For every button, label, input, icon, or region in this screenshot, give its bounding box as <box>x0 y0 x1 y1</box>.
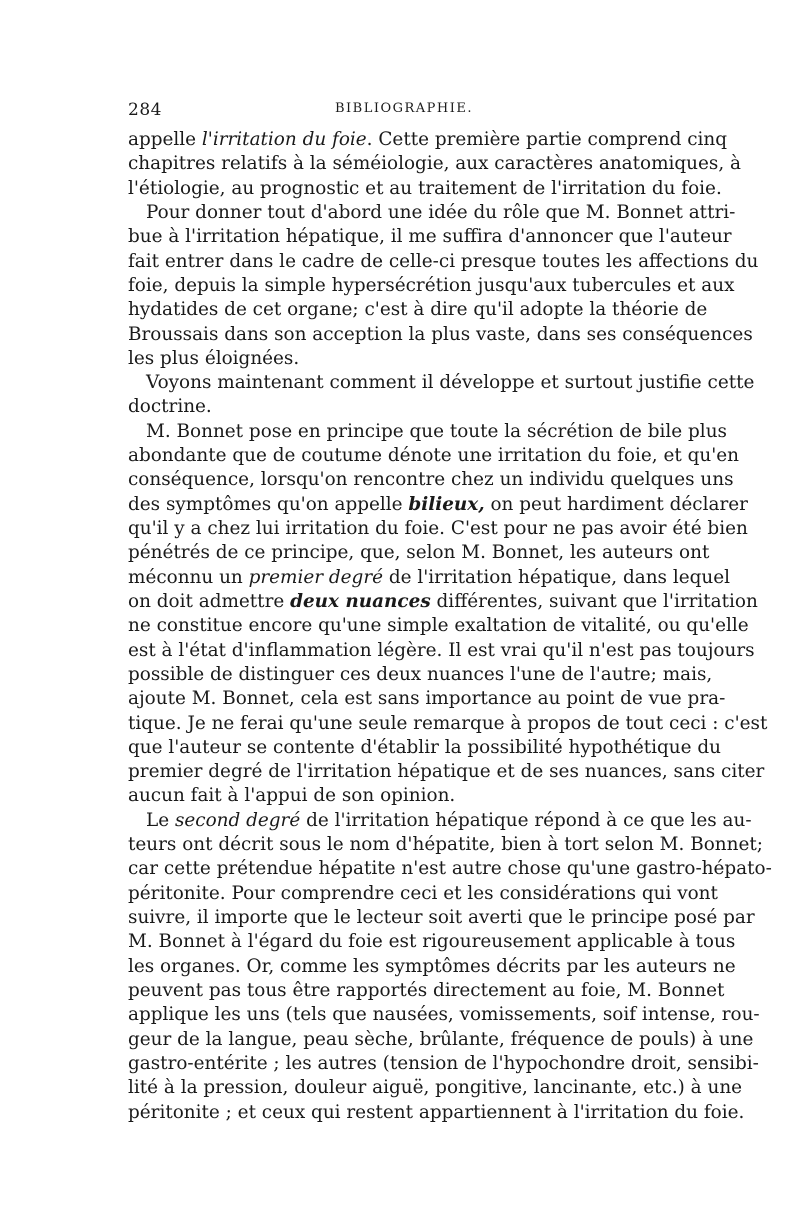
text-run: l'étiologie, au prognostic et au traitement de l'irritation du foie. <box>128 177 722 199</box>
text-run: péritonite. Pour comprendre ceci et les considérations qui vont <box>128 882 718 904</box>
text-line <box>128 517 748 541</box>
text-run: les plus éloignées. <box>128 347 300 369</box>
text-run: méconnu un <box>128 566 249 588</box>
text-line <box>128 152 742 176</box>
text-run: conséquence, lorsqu'on rencontre chez un individu quelques uns <box>128 469 734 491</box>
text-run: on doit admettre <box>128 590 291 612</box>
body-text <box>128 128 772 1125</box>
text-run: car cette prétendue hépatite n'est autre chose qu'une gastro-hépato- <box>128 858 772 880</box>
text-run: Le <box>146 809 175 831</box>
text-run: de l'irritation hépatique répond à ce que les au- <box>300 809 752 831</box>
text-line <box>128 1052 759 1076</box>
emphasized-text: l'irritation du foie <box>201 129 367 150</box>
emphasized-text: bilieux, <box>408 493 485 515</box>
text-line <box>128 979 725 1003</box>
emphasized-text: second degré <box>174 809 301 831</box>
text-run: que l'auteur se contente d'établir la possibilité hypothétique du <box>128 736 721 758</box>
text-run: des symptômes qu'on appelle <box>128 493 409 515</box>
text-run: Broussais dans son acception la plus vaste, dans ses conséquences <box>128 323 753 345</box>
page-number: 284 <box>128 100 162 120</box>
text-run: aucun fait à l'appui de son opinion. <box>128 785 456 807</box>
text-run: chapitres relatifs à la séméiologie, aux caractères anatomiques, à <box>128 153 742 175</box>
text-run: applique les uns (tels que nausées, vomissements, soif intense, rou- <box>128 1004 760 1026</box>
text-line <box>128 395 680 419</box>
text-line <box>128 493 748 517</box>
text-line <box>128 955 736 979</box>
text-line <box>128 760 765 784</box>
text-line <box>128 1101 745 1125</box>
text-run: les organes. Or, comme les symptômes décrits par les auteurs ne <box>128 955 736 977</box>
text-run: foie, depuis la simple hypersécrétion jusqu'aux tubercules et aux <box>128 274 735 296</box>
text-run: appelle <box>128 129 202 150</box>
text-run: de l'irritation hépatique, dans lequel <box>383 566 730 588</box>
text-run: geur de la langue, peau sèche, brûlante, fréquence de pouls) à une <box>128 1028 754 1050</box>
emphasized-text: deux nuances <box>290 590 431 612</box>
text-line <box>128 833 763 857</box>
text-run: gastro-entérite ; les autres (tension de l'hypochondre droit, sensibi- <box>128 1052 759 1074</box>
text-line <box>128 639 755 663</box>
text-line <box>128 712 768 736</box>
text-run: pénétrés de ce principe, que, selon M. Bonnet, les auteurs ont <box>128 542 710 564</box>
text-line <box>128 128 728 152</box>
text-line <box>128 225 732 249</box>
text-run: M. Bonnet à l'égard du foie est rigoureusement applicable à tous <box>128 931 736 953</box>
text-line <box>128 687 726 711</box>
text-run: lité à la pression, douleur aiguë, pongitive, lancinante, etc.) à une <box>128 1077 743 1099</box>
text-line <box>128 882 718 906</box>
text-line <box>128 323 753 347</box>
text-run: est à l'état d'inflammation légère. Il est vrai qu'il n'est pas toujours <box>128 639 755 661</box>
text-line <box>128 250 759 274</box>
text-line <box>128 906 755 930</box>
text-line <box>128 201 736 225</box>
text-line <box>128 663 713 687</box>
text-run: fait entrer dans le cadre de celle-ci presque toutes les affections du <box>128 250 759 272</box>
text-run: tique. Je ne ferai qu'une seule remarque à propos de tout ceci : c'est <box>128 712 768 734</box>
text-line <box>128 371 755 395</box>
text-run: péritonite ; et ceux qui restent appartiennent à l'irritation du foie. <box>128 1101 745 1123</box>
text-run: qu'il y a chez lui irritation du foie. C'est pour ne pas avoir été bien <box>128 518 748 539</box>
text-run: ne constitue encore qu'une simple exaltation de vitalité, ou qu'elle <box>128 615 749 637</box>
text-line <box>128 809 752 833</box>
text-run: différentes, suivant que l'irritation <box>430 590 758 612</box>
text-run: premier degré de l'irritation hépatique et de ses nuances, sans citer <box>128 761 765 783</box>
text-line <box>128 566 730 590</box>
text-run: doctrine. <box>128 396 212 418</box>
running-head <box>128 100 680 124</box>
running-title: BIBLIOGRAPHIE. <box>334 101 474 116</box>
text-line <box>128 614 749 638</box>
text-line <box>128 784 680 808</box>
text-run: Voyons maintenant comment il développe et surtout justifie cette <box>146 372 755 394</box>
text-line <box>128 857 772 881</box>
text-run: abondante que de coutume dénote une irritation du foie, et qu'en <box>128 445 739 467</box>
text-line <box>128 298 708 322</box>
text-line <box>128 541 710 565</box>
text-run: peuvent pas tous être rapportés directement au foie, M. Bonnet <box>128 979 725 1001</box>
text-run: . Cette première partie comprend cinq <box>366 129 728 150</box>
text-line <box>128 468 734 492</box>
text-line <box>128 736 721 760</box>
text-line <box>128 1003 760 1027</box>
text-run: possible de distinguer ces deux nuances l'une de l'autre; mais, <box>128 663 713 685</box>
text-line <box>128 177 722 201</box>
text-run: Pour donner tout d'abord une idée du rôle que M. Bonnet attri- <box>146 201 736 223</box>
text-run: teurs ont décrit sous le nom d'hépatite, bien à tort selon M. Bonnet; <box>128 834 763 856</box>
text-line <box>128 444 739 468</box>
text-run: M. Bonnet pose en principe que toute la sécrétion de bile plus <box>146 420 727 442</box>
text-line <box>128 1076 743 1100</box>
text-line <box>128 590 758 614</box>
text-run: bue à l'irritation hépatique, il me suffira d'annoncer que l'auteur <box>128 226 732 248</box>
text-run: hydatides de cet organe; c'est à dire qu'il adopte la théorie de <box>128 299 708 321</box>
text-line <box>128 347 680 371</box>
text-line <box>128 420 727 444</box>
emphasized-text: premier degré <box>248 566 384 588</box>
text-run: suivre, il importe que le lecteur soit averti que le principe posé par <box>128 907 755 928</box>
text-line <box>128 930 736 954</box>
text-run: on peut hardiment déclarer <box>484 493 748 515</box>
text-line <box>128 274 735 298</box>
text-line <box>128 1028 754 1052</box>
text-run: ajoute M. Bonnet, cela est sans importance au point de vue pra- <box>128 688 726 710</box>
